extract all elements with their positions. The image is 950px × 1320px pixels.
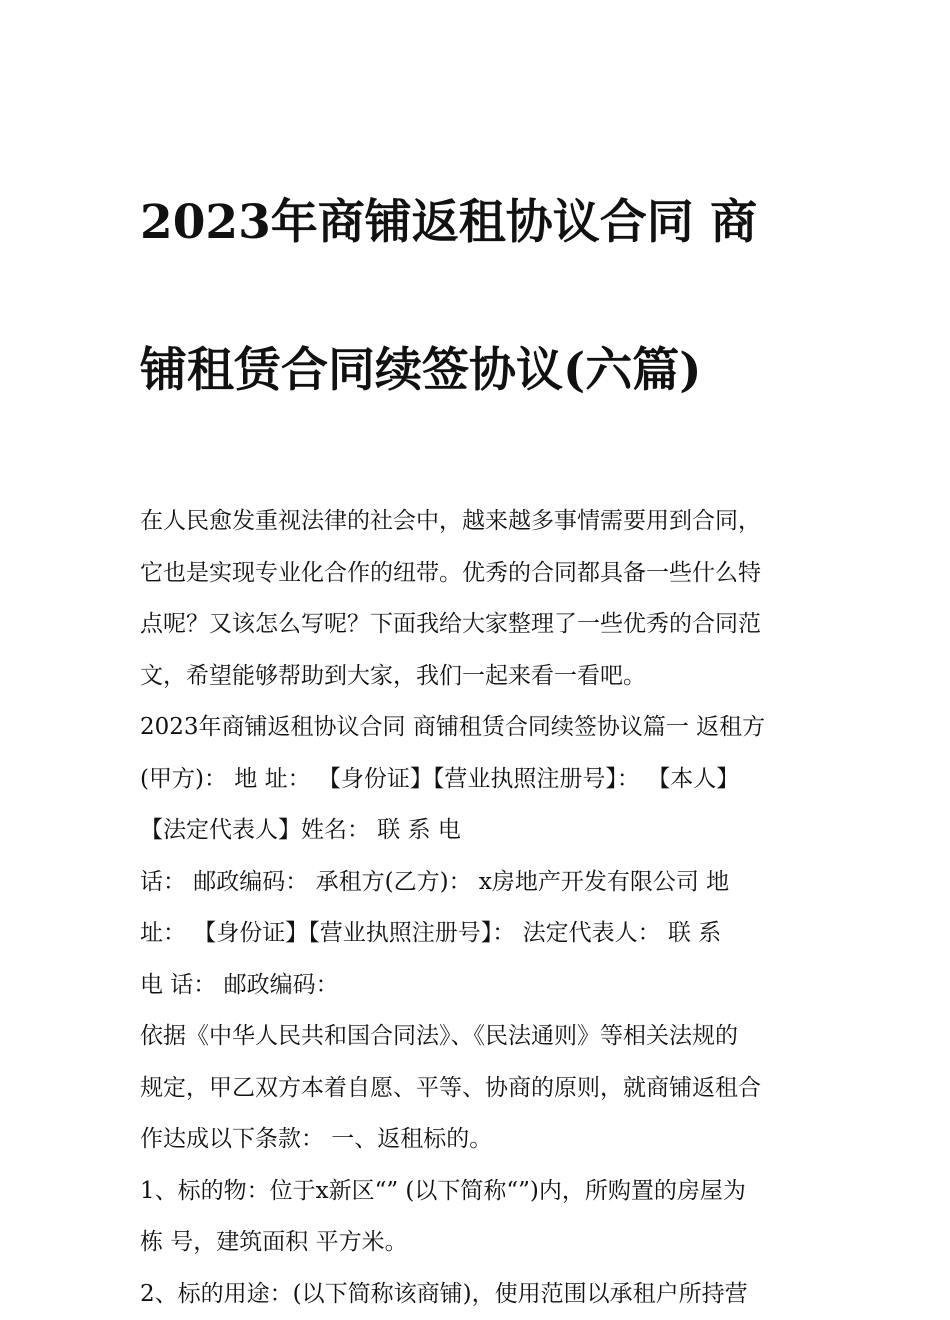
document-page	[140, 112, 830, 1320]
text-line: 依据《中华人民共和国合同法》、《民法通则》等相关法规的	[140, 1011, 830, 1063]
document-title	[140, 112, 830, 482]
legal-basis-paragraph	[140, 1011, 830, 1166]
text-line: 文，希望能够帮助到大家，我们一起来看一看吧。	[140, 651, 830, 703]
lessee-info-paragraph	[140, 857, 830, 1012]
text-line: 话： 邮政编码： 承租方(乙方)： x房地产开发有限公司 地	[140, 857, 830, 909]
title-line-1: 2023年商铺返租协议合同 商	[140, 186, 830, 260]
text-line: 栋 号，建筑面积 平方米。	[140, 1217, 830, 1269]
text-line: 规定，甲乙双方本着自愿、平等、协商的原则，就商铺返租合	[140, 1063, 830, 1115]
text-line: 2023年商铺返租协议合同 商铺租赁合同续签协议篇一 返租方	[140, 702, 830, 754]
lessor-info-paragraph	[140, 702, 830, 857]
text-line: 点呢？又该怎么写呢？下面我给大家整理了一些优秀的合同范	[140, 599, 830, 651]
text-line: (甲方)： 地 址： 【身份证】【营业执照注册号】： 【本人】	[140, 754, 830, 806]
text-line: 它也是实现专业化合作的纽带。优秀的合同都具备一些什么特	[140, 548, 830, 600]
text-line: 作达成以下条款： 一、返租标的。	[140, 1114, 830, 1166]
text-line: 2、标的用途：(以下简称该商铺)，使用范围以承租户所持营	[140, 1269, 830, 1320]
text-line: 电 话： 邮政编码：	[140, 960, 830, 1012]
text-line: 在人民愈发重视法律的社会中，越来越多事情需要用到合同，	[140, 496, 830, 548]
clause-2-paragraph	[140, 1269, 830, 1320]
intro-paragraph	[140, 496, 830, 702]
clause-1-paragraph	[140, 1166, 830, 1269]
title-line-2: 铺租赁合同续签协议(六篇)	[140, 334, 830, 408]
text-line: 址： 【身份证】【营业执照注册号】： 法定代表人： 联 系	[140, 908, 830, 960]
text-line: 1、标的物：位于x新区“” (以下简称“”)内，所购置的房屋为	[140, 1166, 830, 1218]
text-line: 【法定代表人】姓名： 联 系 电	[140, 805, 830, 857]
